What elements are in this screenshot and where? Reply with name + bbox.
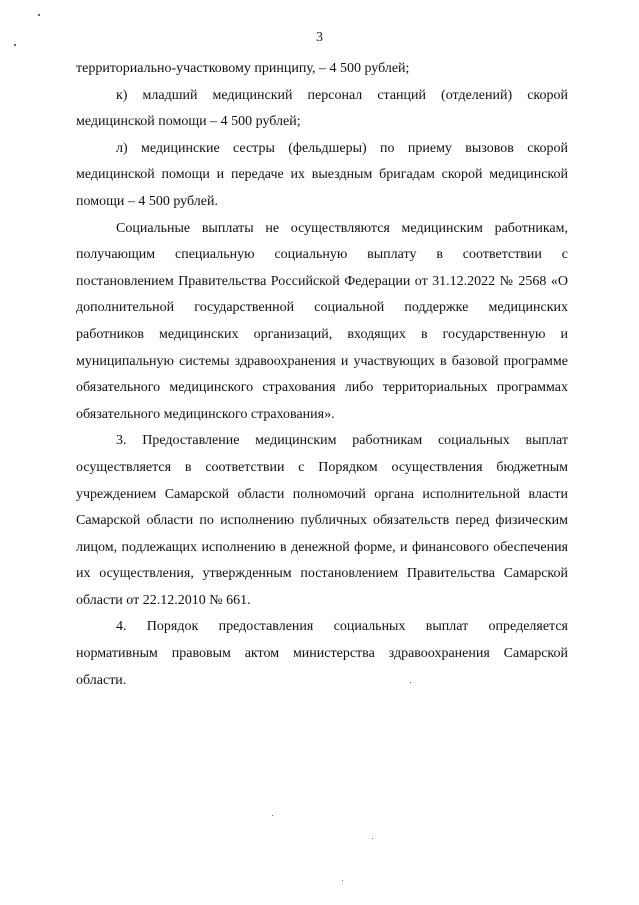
scan-speck <box>342 880 343 881</box>
paragraph-item-k: к) младший медицинский персонал станций (отделений) скорой медицинской помощи – 4 500 рублей; <box>76 87 568 130</box>
paragraph-section-3: 3. Предоставление медицинским работникам социальных выплат осуществляется в соответствии с Порядком осуществления бюджетным учреждением Самарской области полномочий органа исполнительной власти Самарской области по исполнению публичных обязательств перед физическим лицом, подлежащих исполнению в денежной форме, и финансового обеспечения их осуществления, утвержденным постановлением Правительства Самарской области от 22.12.2010 № 661. <box>76 433 568 608</box>
scan-speck <box>38 14 40 16</box>
document-body <box>76 56 568 694</box>
paragraph-continuation: территориально-участковому принципу, – 4 500 рублей; <box>76 61 410 76</box>
paragraph-section-4: 4. Порядок предоставления социальных выплат определяется нормативным правовым актом министерства здравоохранения Самарской области. <box>76 619 568 688</box>
paragraph-item-l: л) медицинские сестры (фельдшеры) по приему вызовов скорой медицинской помощи и передаче их выездным бригадам скорой медицинской помощи – 4 500 рублей. <box>76 140 568 209</box>
scan-speck <box>410 682 411 683</box>
page-number: 3 <box>316 30 323 45</box>
scan-speck <box>14 44 16 46</box>
scan-speck <box>372 838 373 839</box>
paragraph-exclusion: Социальные выплаты не осуществляются медицинским работникам, получающим специальную социальную выплату в соответствии с постановлением Правительства Российской Федерации от 31.12.2022 № 2568 «О дополнительной государственной социальной поддержке медицинских работников медицинских организаций, входящих в государственную и муниципальную системы здравоохранения и участвующих в базовой программе обязательного медицинского страхования либо территориальных программах обязательного медицинского страхования». <box>76 220 568 422</box>
scan-speck <box>272 815 273 816</box>
